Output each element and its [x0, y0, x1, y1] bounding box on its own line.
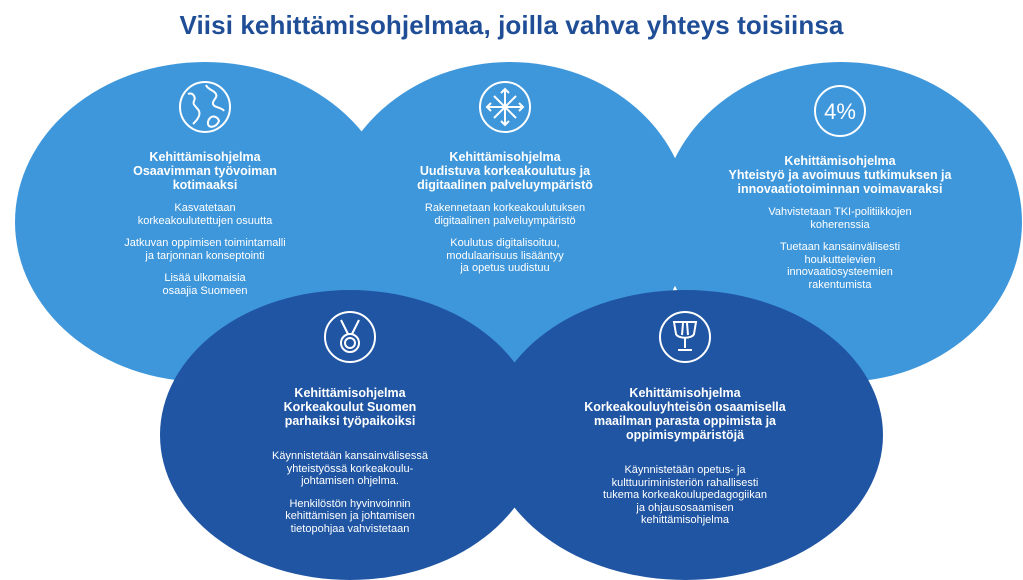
four-percent-icon [811, 82, 869, 140]
arrows-compass-icon [476, 78, 534, 136]
program-point: Rakennetaan korkeakoulutuksen digitaalinen palveluympäristö [424, 202, 586, 227]
program-kicker: Kehittämisohjelma [294, 386, 406, 400]
program-digital [395, 78, 615, 275]
program-research [715, 82, 965, 291]
program-kicker: Kehittämisohjelma [784, 154, 896, 168]
program-point: Koulutus digitalisoituu, modulaarisuus lisääntyy ja opetus uudistuu [446, 237, 564, 274]
program-point: Jatkuvan oppimisen toimintamalli ja tarjonnan konseptointi [124, 237, 286, 262]
svg-text:4%: 4% [824, 99, 856, 124]
program-kicker: Kehittämisohjelma [149, 150, 261, 164]
program-workforce [95, 78, 315, 297]
program-kicker: Kehittämisohjelma [629, 386, 741, 400]
program-point: Käynnistetään kansainvälisessä yhteistyössä korkeakoulu- johtamisen ohjelma. [272, 450, 428, 487]
program-kicker: Kehittämisohjelma [449, 150, 561, 164]
program-point: Lisää ulkomaisia osaajia Suomeen [162, 272, 248, 297]
program-heading: Korkeakoulut Suomen parhaiksi työpaikoiksi [283, 400, 417, 428]
program-point: Tuetaan kansainvälisesti houkuttelevien innovaatiosysteemien rakentumista [779, 241, 901, 291]
program-point: Kasvatetaan korkeakoulutettujen osuutta [137, 202, 273, 227]
program-heading: Uudistuva korkeakoulutus ja digitaalinen palveluympäristö [417, 164, 593, 192]
program-workplaces [235, 308, 465, 535]
globe-icon [176, 78, 234, 136]
program-learning [555, 308, 815, 527]
program-point: Käynnistetään opetus- ja kulttuuriministeriön rahallisesti tukema korkeakoulupedagogiikan ja ohjausosaamisen kehittämisohjelma [603, 464, 767, 526]
program-heading: Osaavimman työvoiman kotimaaksi [133, 164, 277, 192]
program-heading: Yhteistyö ja avoimuus tutkimuksen ja innovaatiotoiminnan voimavaraksi [728, 168, 952, 196]
program-point: Vahvistetaan TKI-politiikkojen koherenssia [768, 206, 912, 231]
program-heading: Korkeakouluyhteisön osaamisella maailman parasta oppimista ja oppimisympäristöjä [584, 400, 786, 442]
page-title: Viisi kehittämisohjelmaa, joilla vahva yhteys toisiinsa [179, 10, 844, 40]
medal-icon [321, 308, 379, 366]
trophy-icon [656, 308, 714, 366]
program-point: Henkilöstön hyvinvoinnin kehittämisen ja johtamisen tietopohjaa vahvistetaan [285, 497, 415, 535]
